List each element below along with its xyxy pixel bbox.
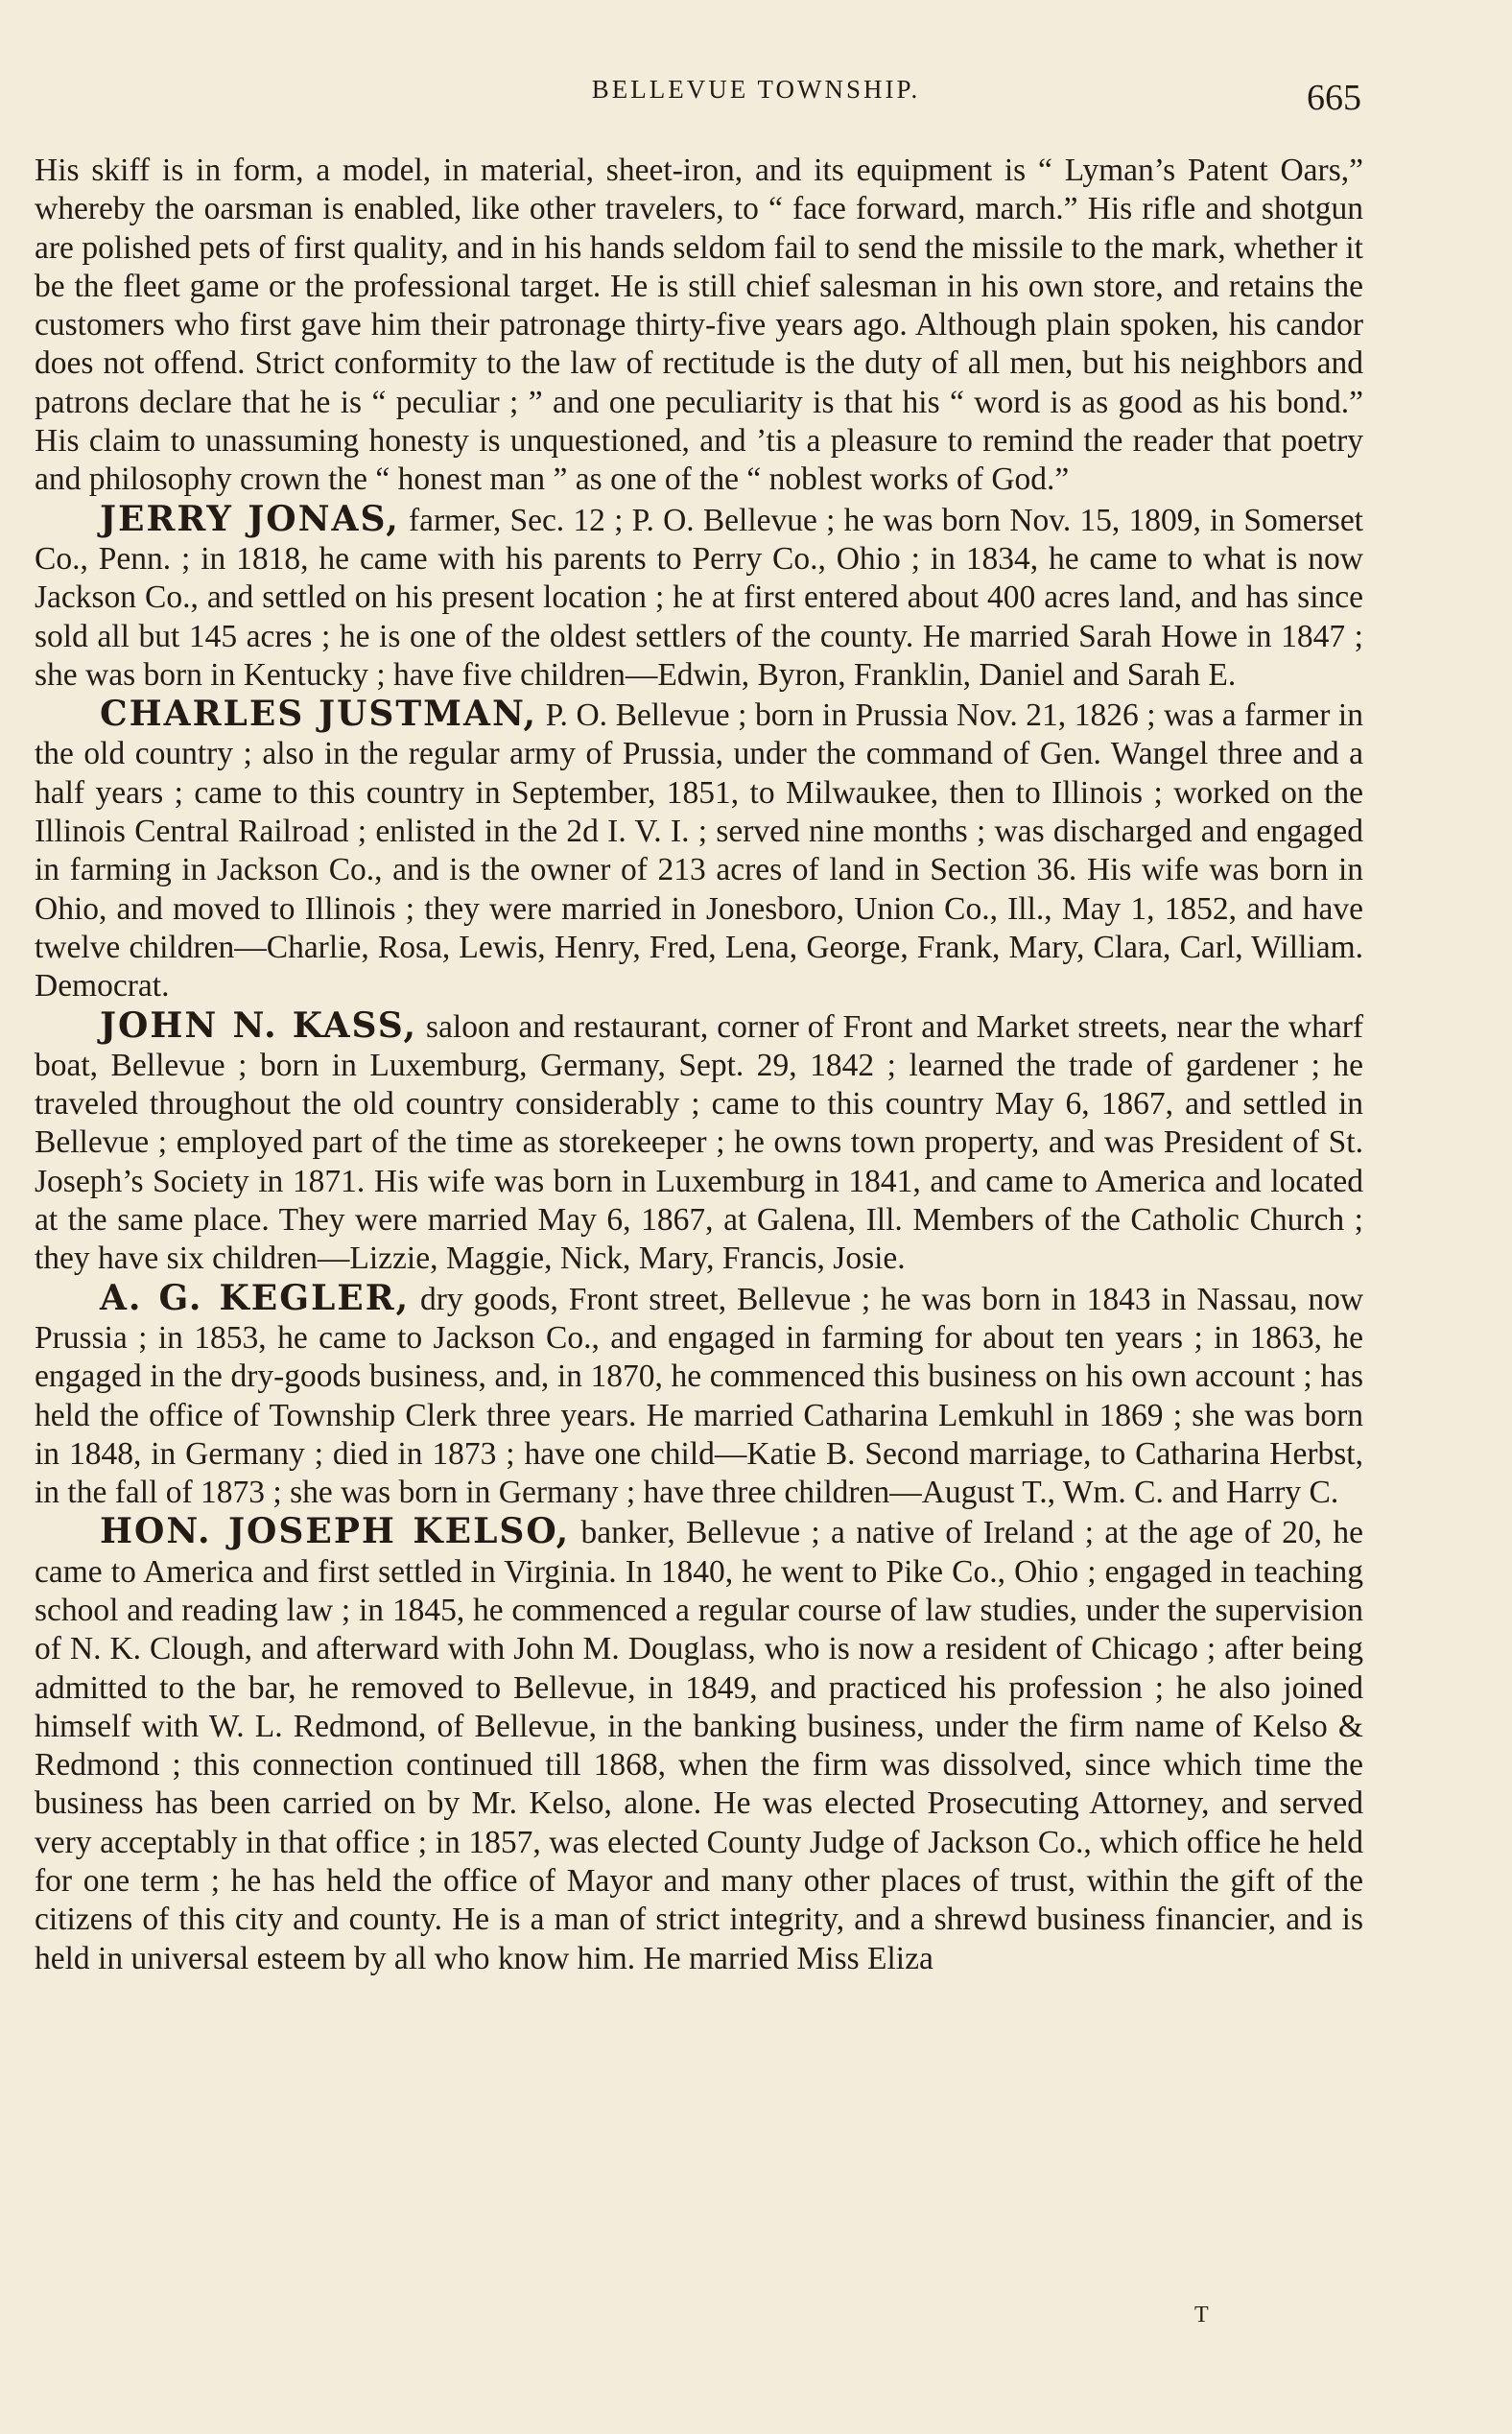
entry-text: His skiff is in form, a model, in material, sheet-iron, and its equipment is “ Lyman’s Patent Oars,” whereby the oarsman is enabled, like other travelers, to “ face forward, march.” His rifle and shotgun are polished pets of first quality, and in his hands seldom fail to send the missile to the mark, whether it be the fleet game or the professional target. He is still chief salesman in his own store, and retains the customers who first gave him their patronage thirty-five years ago. Although plain spoken, his candor does not offend. Strict conformity to the law of rectitude is the duty of all men, but his neighbors and patrons declare that he is “ peculiar ; ” and one peculiarity is that his “ word is as good as his bond.” His claim to unassuming honesty is unquestioned, and ’tis a pleasure to remind the reader that poetry and philosophy crown the “ honest man ” as one of the “ noblest works of God.”	[35, 153, 1363, 498]
entry-name: JERRY JONAS,	[100, 498, 400, 539]
biography-entry-kelso	[35, 1512, 1363, 1978]
entry-name: JOHN N. KASS,	[100, 1004, 417, 1046]
running-head: BELLEVUE TOWNSHIP.	[591, 75, 921, 104]
biography-entry-kegler	[35, 1279, 1363, 1513]
entry-text: P. O. Bellevue ; born in Prussia Nov. 21, 1826 ; was a farmer in the old country ; also in the regular army of Prussia, under the command of Gen. Wangel three and a half years ; came to this country in September, 1851, to Milwaukee, then to Illinois ; worked on the Illinois Central Railroad ; enlisted in the 2d I. V. I. ; served nine months ; was discharged and engaged in farming in Jackson Co., and is the owner of 213 acres of land in Section 36. His wife was born in Ohio, and moved to Illinois ; they were married in Jonesboro, Union Co., Ill., May 1, 1852, and have twelve children—Charlie, Rosa, Lewis, Henry, Fred, Lena, George, Frank, Mary, Clara, Carl, William. Democrat.	[35, 697, 1363, 1004]
page-number: 665	[1307, 78, 1361, 118]
biography-entry-jonas	[35, 500, 1363, 695]
entry-text: dry goods, Front street, Bellevue ; he was born in 1843 in Nassau, now Prussia ; in 1853, he came to Jackson Co., and engaged in farming for about ten years ; in 1863, he engaged in the dry-goods business, and, in 1870, he commenced this business on his own account ; has held the office of Township Clerk three years. He married Catharina Lemkuhl in 1869 ; she was born in 1848, in Germany ; died in 1873 ; have one child—Katie B. Second marriage, to Catharina Herbst, in the fall of 1873 ; she was born in Germany ; have three children—August T., Wm. C. and Harry C.	[35, 1281, 1364, 1511]
entry-name: A. G. KEGLER,	[100, 1277, 411, 1318]
biography-entry-justman	[35, 695, 1363, 1005]
entry-text: banker, Bellevue ; a native of Ireland ; at the age of 20, he came to America and first settled in Virginia. In 1840, he went to Pike Co., Ohio ; engaged in teaching school and reading law ; in 1845, he commenced a regular course of law studies, under the supervision of N. K. Clough, and afterward with John M. Douglass, who is now a resident of Chicago ; after being admitted to the bar, he removed to Bellevue, in 1849, and practiced his profession ; he also joined himself with W. L. Redmond, of Bellevue, in the banking business, under the firm name of Kelso & Redmond ; this connection continued till 1868, when the firm was dissolved, since which time the business has been carried on by Mr. Kelso, alone. He was elected Prosecuting Attorney, and served very acceptably in that office ; in 1857, was elected County Judge of Jackson Co., which office he held for one term ; he has held the office of Mayor and many other places of trust, within the gift of the citizens of this city and county. He is a man of strict integrity, and a shrewd business financier, and is held in universal esteem by all who know him. He married Miss Eliza	[35, 1515, 1363, 1976]
signature-mark: T	[1194, 2303, 1209, 2328]
entry-name: CHARLES JUSTMAN,	[100, 694, 538, 735]
entry-name: HON. JOSEPH KELSO,	[100, 1511, 571, 1552]
entry-text: saloon and restaurant, corner of Front and Market streets, near the wharf boat, Bellevue ; born in Luxemburg, Germany, Sept. 29, 1842 ; learned the trade of gardener ; he traveled throughout the old country considerably ; came to this country May 6, 1867, and settled in Bellevue ; employed part of the time as storekeeper ; he owns town property, and was President of St. Joseph’s Society in 1871. His wife was born in Luxemburg in 1841, and came to America and located at the same place. They were married May 6, 1867, at Galena, Ill. Members of the Catholic Church ; they have six children—Lizzie, Maggie, Nick, Mary, Francis, Josie.	[35, 1008, 1364, 1277]
entry-text: farmer, Sec. 12 ; P. O. Bellevue ; he was born Nov. 15, 1809, in Somerset Co., Penn. ; in 1818, he came with his parents to Perry Co., Ohio ; in 1834, he came to what is now Jackson Co., and settled on his present location ; he at first entered about 400 acres land, and has since sold all but 145 acres ; he is one of the oldest settlers of the county. He married Sarah Howe in 1847 ; she was born in Kentucky ; have five children—Edwin, Byron, Franklin, Daniel and Sarah E.	[35, 502, 1363, 693]
continued-paragraph	[35, 152, 1363, 500]
biography-entry-kass	[35, 1006, 1363, 1279]
body-text	[35, 152, 1363, 1978]
